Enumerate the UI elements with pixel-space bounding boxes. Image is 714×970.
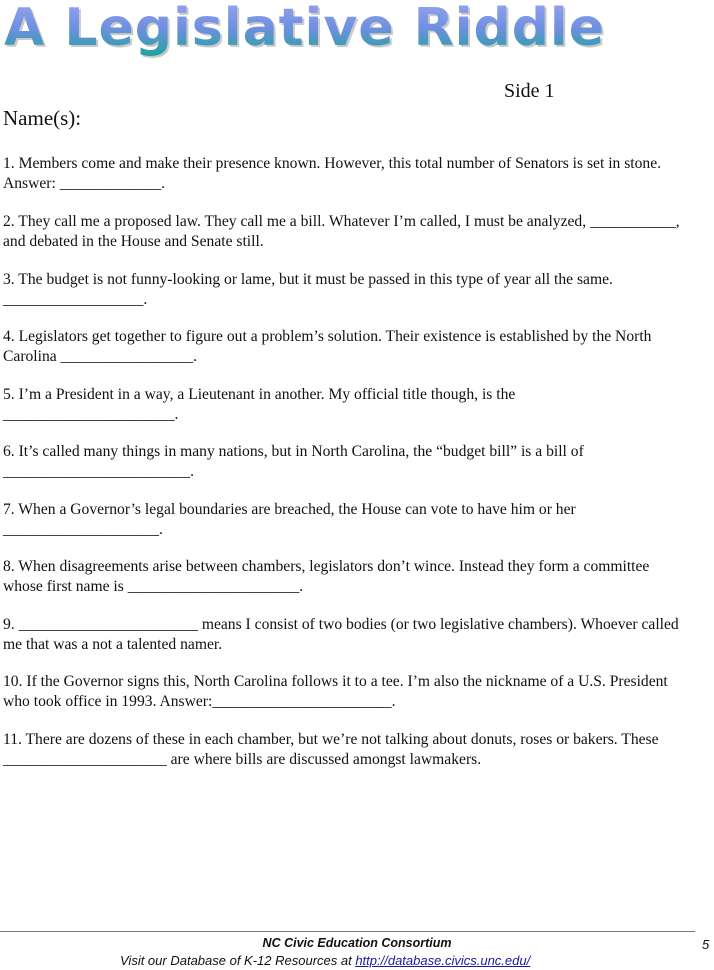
question-2: 2. They call me a proposed law. They call me a bill. Whatever I’m called, I must be analyzed, ___________, and debated in the House and Senate still. — [3, 213, 680, 250]
footer-visit — [120, 953, 530, 968]
question-4: 4. Legislators get together to figure out a problem’s solution. Their existence is established by the North Carolina _________________. — [3, 328, 652, 365]
question-1: 1. Members come and make their presence known. However, this total number of Senators is set in stone. Answer: _____________. — [3, 155, 662, 192]
question-9: 9. _______________________ means I consist of two bodies (or two legislative chambers). Whoever called me that was a not a talented namer. — [3, 616, 679, 653]
footer-org: NC Civic Education Consortium — [262, 936, 452, 950]
footer-divider — [0, 931, 695, 932]
footer-link[interactable]: http://database.civics.unc.edu/ — [355, 953, 531, 968]
question-3: 3. The budget is not funny-looking or lame, but it must be passed in this type of year all the same. __________________. — [3, 271, 613, 308]
question-8: 8. When disagreements arise between chambers, legislators don’t wince. Instead they form a committee whose first name is ______________________. — [3, 558, 650, 595]
question-11: 11. There are dozens of these in each chamber, but we’re not talking about donuts, roses or bakers. These _____________________ are where bills are discussed amongst lawmakers. — [3, 731, 659, 768]
question-10: 10. If the Governor signs this, North Carolina follows it to a tee. I’m also the nickname of a U.S. President who took office in 1993. Answer:_______________________. — [3, 673, 668, 710]
names-label: Name(s): — [3, 106, 82, 130]
worksheet-title: A Legislative Riddle — [4, 0, 606, 58]
question-7: 7. When a Governor’s legal boundaries are breached, the House can vote to have him or her ____________________. — [3, 501, 576, 538]
footer-visit-text: Visit our Database of K-12 Resources at — [120, 953, 356, 968]
question-6: 6. It’s called many things in many nations, but in North Carolina, the “budget bill” is a bill of ________________________. — [3, 443, 584, 480]
question-5: 5. I’m a President in a way, a Lieutenant in another. My official title though, is the ______________________. — [3, 386, 516, 423]
side-label: Side 1 — [504, 80, 555, 102]
page-number: 5 — [702, 937, 710, 952]
